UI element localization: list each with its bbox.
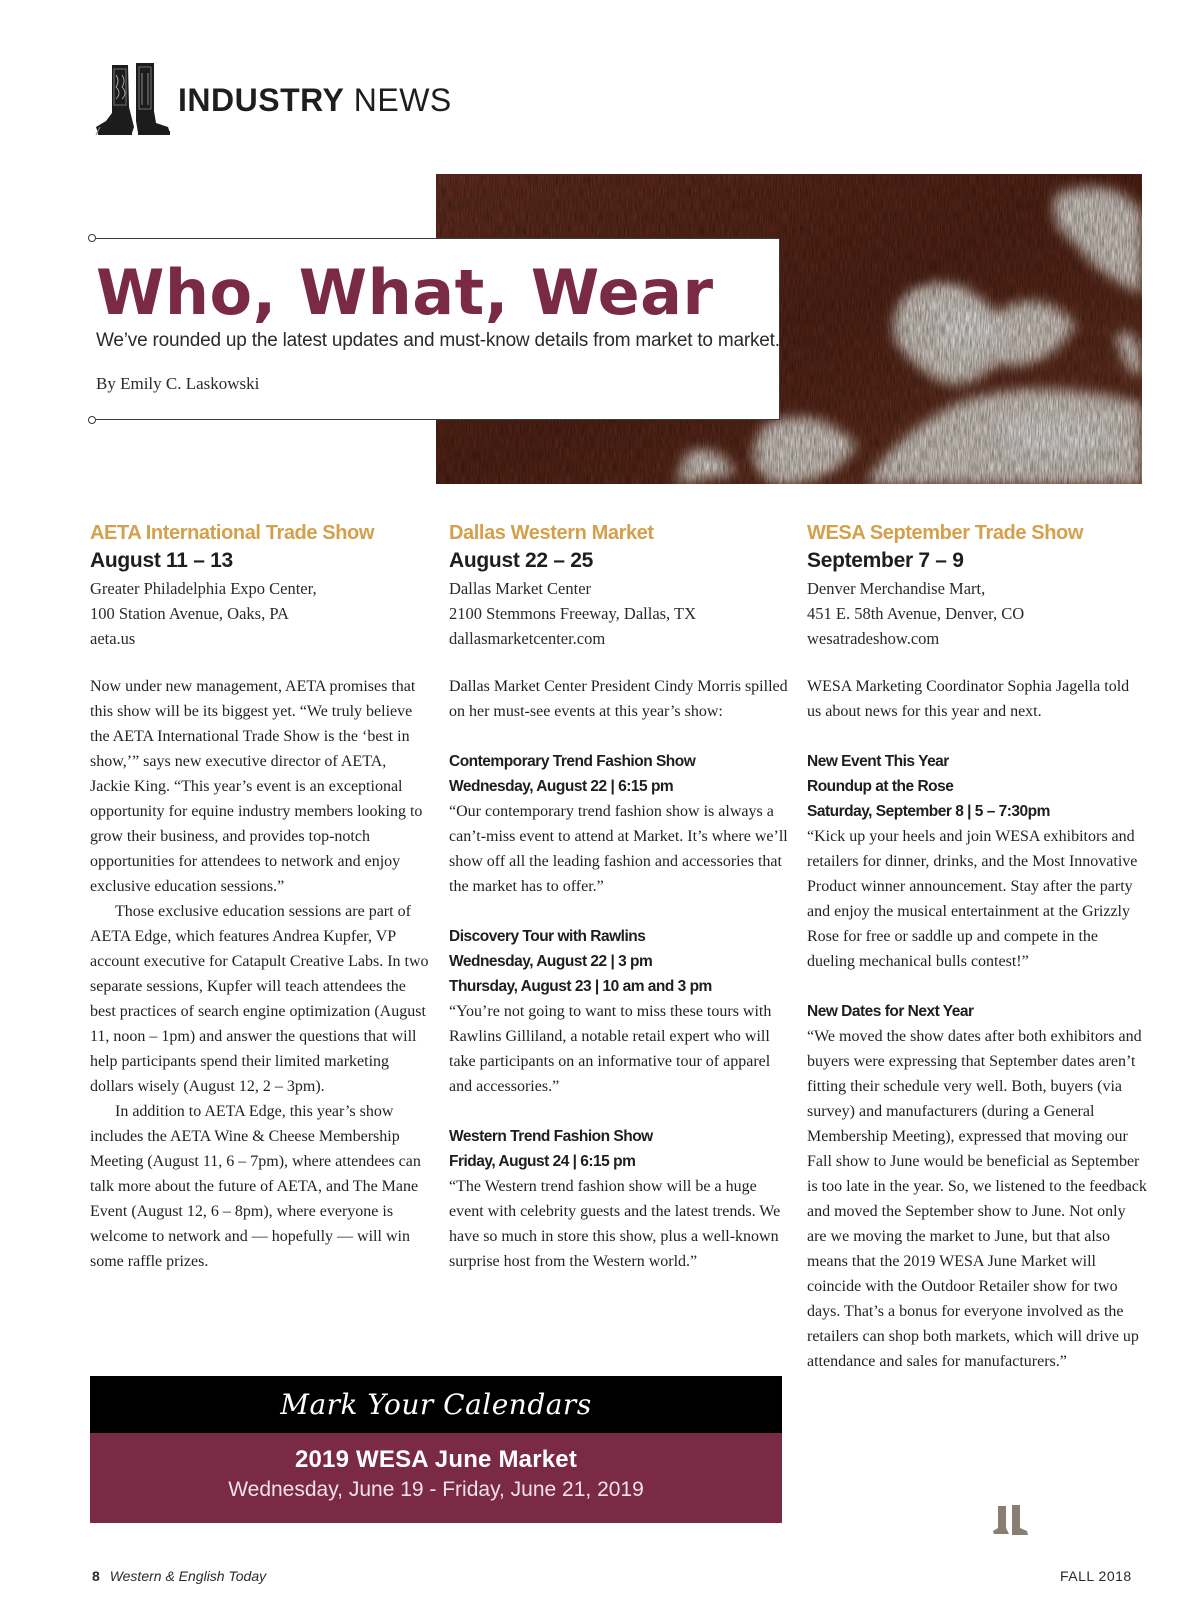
calendar-box [90, 1376, 782, 1523]
event-venue: Greater Philadelphia Expo Center, [90, 579, 317, 598]
sub-heading: New Dates for Next Year [807, 1003, 974, 1020]
section-header [92, 60, 452, 140]
sub-event-title: Western Trend Fashion Show [449, 1128, 653, 1145]
magazine-name: Western & English Today [109, 1568, 267, 1584]
sub-event-time: Saturday, September 8 | 5 – 7:30pm [807, 803, 1050, 820]
event-address: 2100 Stemmons Freeway, Dallas, TX [449, 604, 697, 623]
aeta-column [90, 520, 430, 1274]
event-name: Dallas Western Market [449, 522, 654, 544]
event-address: 451 E. 58th Avenue, Denver, CO [807, 604, 1025, 623]
article-title: Who, What, Wear [96, 256, 714, 329]
sub-event-time: Friday, August 24 | 6:15 pm [449, 1153, 636, 1170]
aeta-body [90, 674, 430, 1274]
paragraph: “The Western trend fashion show will be a huge event with celebrity guests and the latest trends. We have so much in store this show, plus a well-known surprise host from the Western world.” [449, 1178, 781, 1270]
paragraph: Dallas Market Center President Cindy Morris spilled on her must-see events at this year’s show: [449, 678, 788, 720]
calendar-heading: Mark Your Calendars [90, 1376, 782, 1433]
cowboy-boots-icon [92, 61, 172, 139]
paragraph: In addition to AETA Edge, this year’s show includes the AETA Wine & Cheese Membership Meeting (August 11, 6 – 7pm), where attendees can talk more about the future of AETA, and The Mane Event (August 12, 6 – 8pm), where everyone is welcome to network and — hopefully — will win some raffle prizes. [90, 1103, 421, 1270]
issue-label: FALL 2018 [1060, 1568, 1132, 1584]
article-subtitle: We’ve rounded up the latest updates and must-know details from market to market. [96, 330, 780, 351]
rule-dot-top [88, 234, 96, 242]
sub-event-title: Discovery Tour with Rawlins [449, 928, 646, 945]
sub-event-title: Contemporary Trend Fashion Show [449, 753, 696, 770]
event-url: aeta.us [90, 629, 136, 648]
footer-left [92, 1568, 266, 1584]
section-title [178, 82, 452, 119]
calendar-dates: Wednesday, June 19 - Friday, June 21, 2019 [228, 1478, 644, 1501]
dallas-body [449, 674, 789, 1274]
wesa-body [807, 674, 1147, 1374]
event-url: dallasmarketcenter.com [449, 629, 606, 648]
paragraph: “Kick up your heels and join WESA exhibitors and retailers for dinner, drinks, and the Most Innovative Product winner announcement. Stay after the party and enjoy the musical entertainment at the Grizzly Rose for free or saddle up and compete in the dueling mechanical bulls contest!” [807, 828, 1138, 970]
event-venue: Dallas Market Center [449, 579, 592, 598]
section-title-bold: INDUSTRY [178, 81, 345, 118]
page-number: 8 [92, 1568, 100, 1584]
end-mark-boots-icon [990, 1504, 1030, 1538]
event-name: WESA September Trade Show [807, 522, 1083, 544]
section-title-light: NEWS [353, 81, 452, 118]
wesa-column [807, 520, 1147, 1374]
sub-heading: New Event This Year [807, 753, 949, 770]
calendar-event: 2019 WESA June Market [294, 1446, 578, 1473]
event-dates: August 11 – 13 [90, 549, 233, 572]
event-dates: September 7 – 9 [807, 549, 964, 572]
sub-event-time: Thursday, August 23 | 10 am and 3 pm [449, 978, 712, 995]
event-name: AETA International Trade Show [90, 522, 374, 544]
rule-dot-bottom [88, 416, 96, 424]
paragraph: Those exclusive education sessions are part of AETA Edge, which features Andrea Kupfer, VP account executive for Catapult Creative Labs. In two separate sessions, Kupfer will teach attendees the best practices of search engine optimization (August 11, noon – 1pm) and answer the questions that will help participants spend their limited marketing dollars wisely (August 12, 2 – 3pm). [90, 903, 429, 1095]
paragraph: Now under new management, AETA promises that this show will be its biggest yet. “We truly believe the AETA International Trade Show is the ‘best in show,’” says new executive director of AETA, Jackie King. “This year’s event is an exceptional opportunity for equine industry members looking to grow their business, and provides top-notch opportunities for attendees to network and enjoy exclusive education sessions.” [90, 678, 423, 895]
sub-event-time: Wednesday, August 22 | 3 pm [449, 953, 653, 970]
article-byline: By Emily C. Laskowski [96, 374, 260, 393]
paragraph: WESA Marketing Coordinator Sophia Jagella told us about news for this year and next. [807, 678, 1130, 720]
paragraph: “You’re not going to want to miss these tours with Rawlins Gilliland, a notable retail expert who will take participants on an informative tour of apparel and accessories.” [449, 1003, 772, 1095]
sub-event-title: Roundup at the Rose [807, 778, 954, 795]
event-url: wesatradeshow.com [807, 629, 940, 648]
event-dates: August 22 – 25 [449, 549, 594, 572]
sub-event-time: Wednesday, August 22 | 6:15 pm [449, 778, 674, 795]
paragraph: “Our contemporary trend fashion show is always a can’t-miss event to attend at Market. It’s where we’ll show off all the leading fashion and accessories that the market has to offer.” [449, 803, 788, 895]
paragraph: “We moved the show dates after both exhibitors and buyers were expressing that September dates aren’t fitting their schedule very well. Both, buyers (via survey) and manufacturers (during a General Membership Meeting), expressed that moving our Fall show to June would be beneficial as September is too late in the year. So, we listened to the feedback and moved the September show to June. Not only are we moving the market to June, but that also means that the 2019 WESA June Market will coincide with the Outdoor Retailer show for two days. That’s a bonus for everyone involved as the retailers can shop both markets, which will drive up attendance and sales for manufacturers.” [807, 1028, 1147, 1370]
calendar-band [90, 1433, 782, 1523]
dallas-column [449, 520, 789, 1274]
event-address: 100 Station Avenue, Oaks, PA [90, 604, 289, 623]
event-venue: Denver Merchandise Mart, [807, 579, 986, 598]
